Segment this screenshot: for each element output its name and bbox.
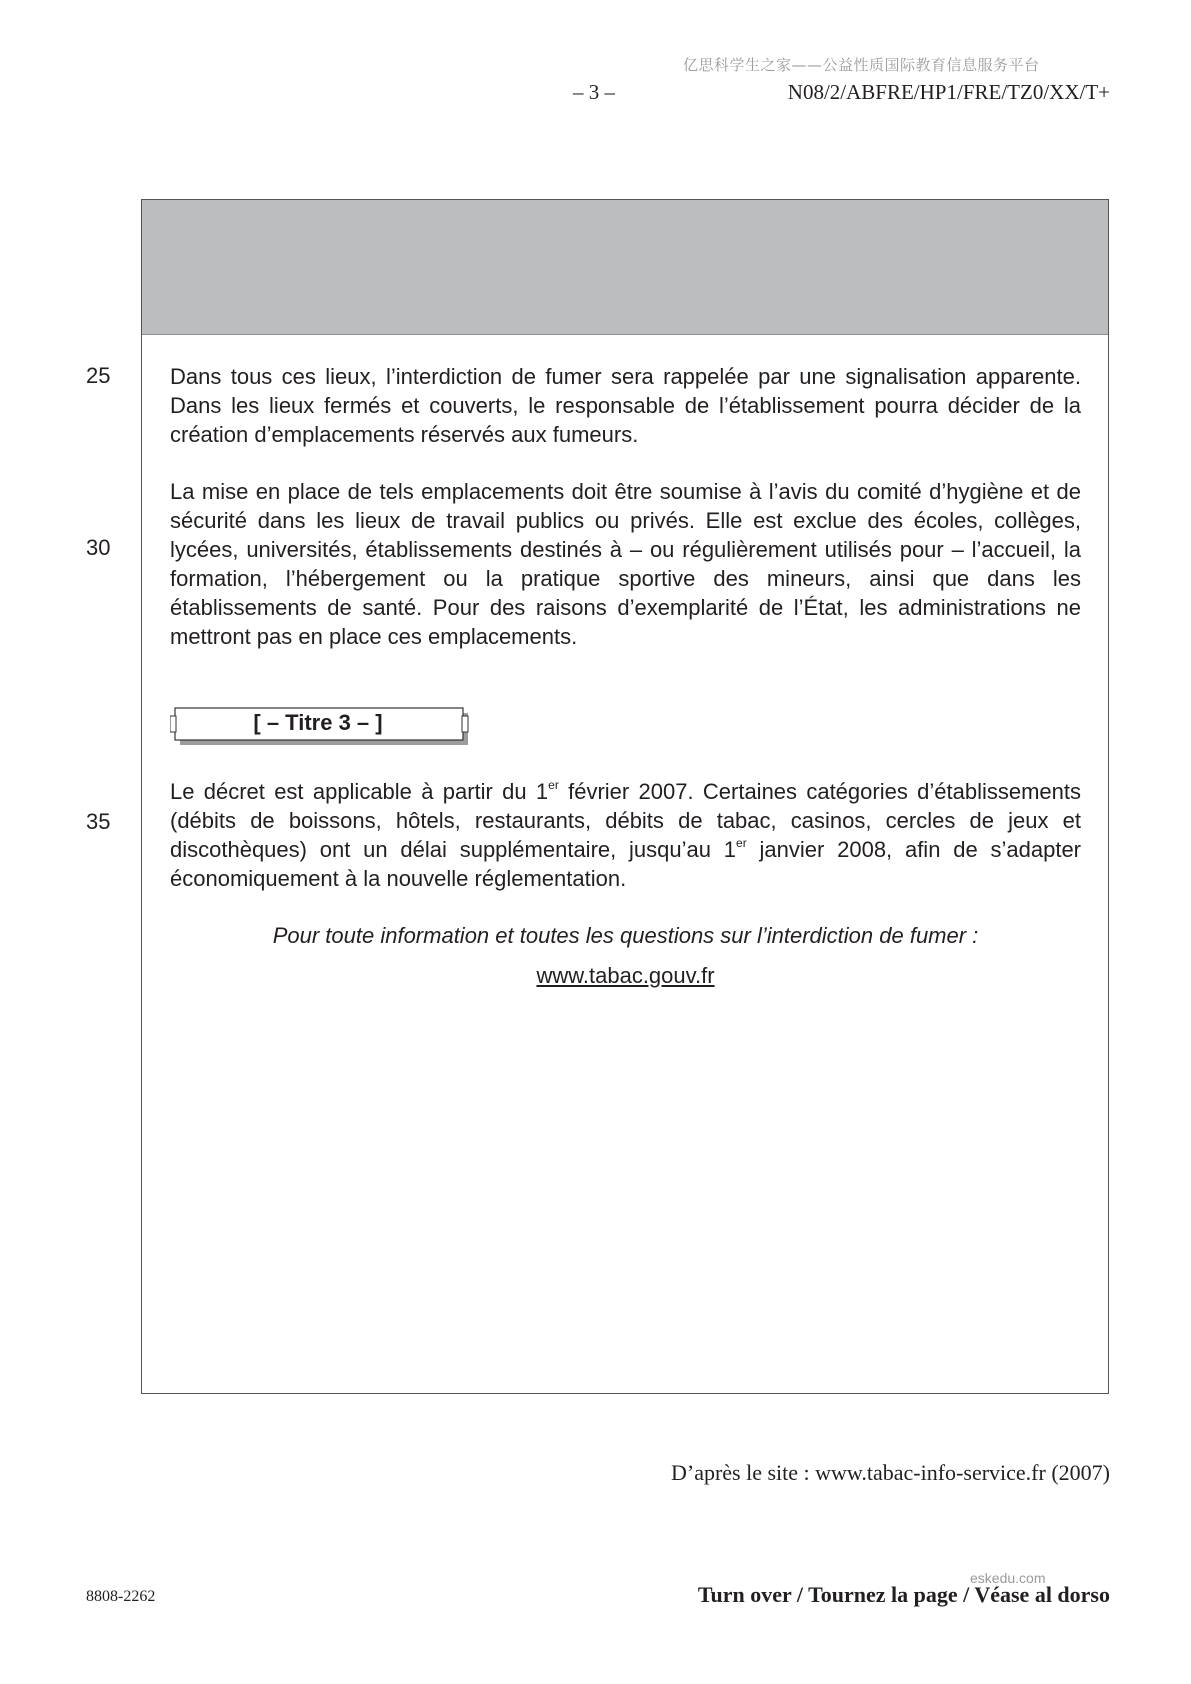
title-3-tag xyxy=(170,704,472,746)
turn-over-label: Turn over / Tournez la page / Véase al dorso xyxy=(697,1582,1110,1607)
source-citation: D’après le site : www.tabac-info-service.fr (2007) xyxy=(670,1460,1110,1485)
line-number-35: 35 xyxy=(86,809,111,834)
paragraph-2: La mise en place de tels emplacements doit être soumise à l’avis du comité d’hygiène et de sécurité dans les lieux de travail publics ou privés. Elle est exclue des écoles, collèges, lycées, universités, établissements destinés à – ou régulièrement utilisés pour – l’accueil, la formation, l’hébergement ou la pratique sportive des mineurs, ainsi que dans les établissements de santé. Pour des raisons d’exemplarité de l’État, les administrations ne mettront pas en place ces emplacements. xyxy=(170,479,1081,649)
info-link[interactable]: www.tabac.gouv.fr xyxy=(536,963,715,988)
paragraph-1: Dans tous ces lieux, l’interdiction de fumer sera rappelée par une signalisation apparente. Dans les lieux fermés et couverts, le responsable de l’établissement pourra décider de la création d’emplacements réservés aux fumeurs. xyxy=(170,364,1081,447)
grey-band xyxy=(142,200,1108,335)
page-number: – 3 – xyxy=(573,80,615,104)
info-question: Pour toute information et toutes les questions sur l’interdiction de fumer : xyxy=(272,923,979,948)
footer-code: 8808-2262 xyxy=(86,1588,156,1605)
line-number-30: 30 xyxy=(86,535,111,560)
watermark-top: 亿思科学生之家——公益性质国际教育信息服务平台 xyxy=(683,56,1040,74)
title-3-label: [ – Titre 3 – ] xyxy=(253,710,383,735)
watermark-bottom: eskedu.com xyxy=(970,1570,1046,1586)
document-code: N08/2/ABFRE/HP1/FRE/TZ0/XX/T+ xyxy=(787,80,1110,104)
line-number-25: 25 xyxy=(86,363,111,388)
paragraph-3: Le décret est applicable à partir du 1er février 2007. Certaines catégories d’établissements (débits de boissons, hôtels, restaurants, débits de tabac, casinos, cercles de jeux et discothèques) ont un délai supplémentaire, jusqu’au 1er janvier 2008, afin de s’adapter économiquement à la nouvelle réglementation. xyxy=(170,777,1082,891)
